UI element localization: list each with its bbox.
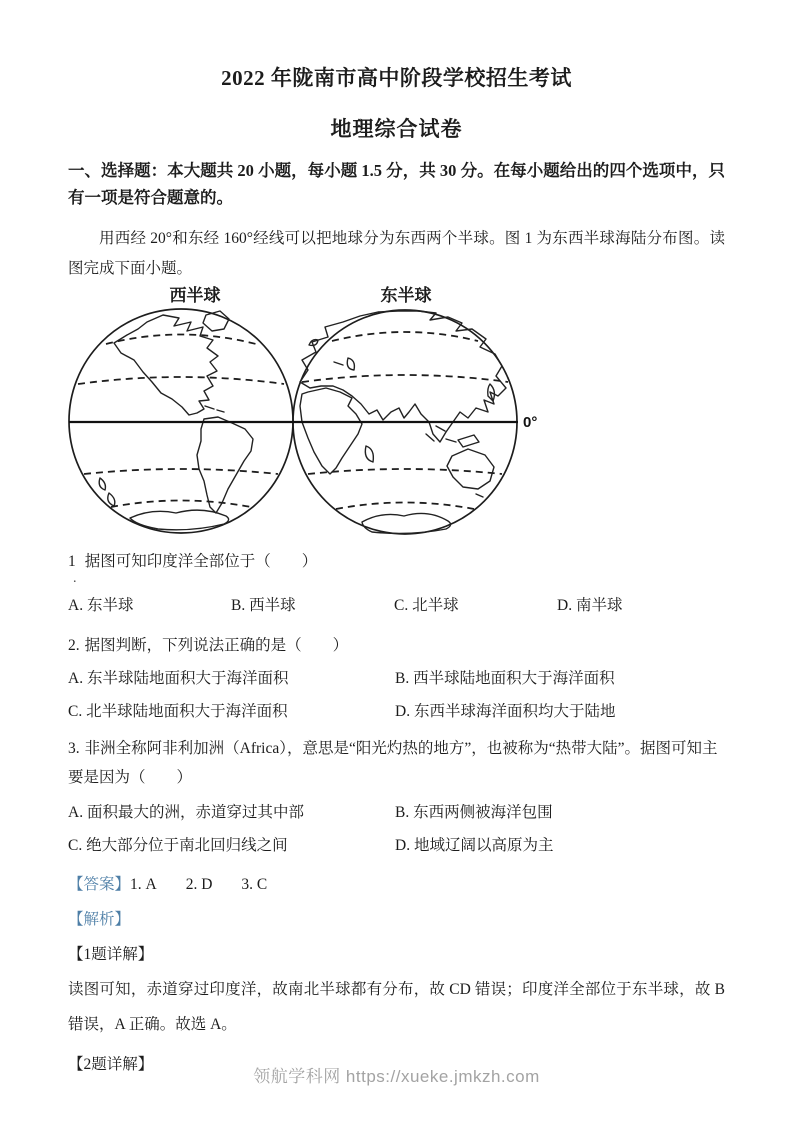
tasmania-mark — [476, 494, 483, 497]
new-guinea-outline — [458, 435, 479, 447]
answer-item-1: 1. A — [130, 876, 157, 893]
question-1-option-a: A. 东半球 — [68, 597, 134, 614]
question-1-option-d: D. 南半球 — [557, 597, 623, 614]
question-3-option-b: B. 东西两侧被海洋包围 — [395, 804, 553, 821]
question-3-option-a: A. 面积最大的洲，赤道穿过其中部 — [68, 804, 304, 821]
page-subtitle: 地理综合试卷 — [330, 117, 463, 141]
madagascar-outline — [365, 446, 373, 462]
question-1-wrapped-period: . — [73, 571, 77, 586]
caspian-sea-outline — [347, 358, 354, 370]
question-2-options-row-1 — [68, 667, 725, 691]
east-antarctic-circle-line — [336, 503, 474, 510]
question-2-option-d: D. 东西半球海洋面积均大于陆地 — [395, 703, 616, 720]
question-1-number: 1 — [68, 553, 76, 570]
west-arctic-circle-line — [106, 335, 256, 345]
question-1 — [68, 550, 725, 574]
detail-1-text: 读图可知，赤道穿过印度洋，故南北半球都有分布，故 CD 错误；印度洋全部位于东半球，故 B 错误，A 正确。故选 A。 — [68, 981, 725, 1033]
hemisphere-map-figure — [66, 298, 566, 548]
page-title: 2022 年陇南市高中阶段学校招生考试 — [221, 66, 572, 90]
answer-line — [68, 873, 725, 897]
north-america-outline — [114, 315, 218, 415]
question-3-stem: 非洲全称阿非利加洲（Africa），意思是“阳光灼热的地方”，也被称为“热带大陆”。据图可知主要是因为（ ） — [68, 740, 718, 786]
question-2-option-c: C. 北半球陆地面积大于海洋面积 — [68, 703, 288, 720]
question-2 — [68, 634, 725, 658]
question-3-option-c: C. 绝大部分位于南北回归线之间 — [68, 837, 288, 854]
question-3 — [68, 734, 725, 792]
section-heading: 一、选择题：本大题共 20 小题，每小题 1.5 分，共 30 分。在每小题给出的四个选项中，只有一项是符合题意的。 — [68, 161, 725, 207]
answer-label: 【答案】 — [68, 876, 131, 893]
question-1-options — [68, 594, 725, 618]
question-2-stem: 据图判断，下列说法正确的是（ ） — [84, 637, 349, 654]
detail-2-heading: 【2题详解】 — [68, 1056, 154, 1073]
south-america-outline — [197, 417, 253, 513]
east-tropic-cancer-line — [302, 375, 508, 382]
africa-outline — [300, 388, 362, 474]
answer-item-2: 2. D — [185, 876, 213, 893]
question-2-option-a: A. 东半球陆地面积大于海洋面积 — [68, 670, 289, 687]
west-tropic-capricorn-line — [84, 469, 278, 474]
east-tropic-capricorn-line — [308, 469, 502, 474]
question-3-options-row-2 — [68, 834, 725, 858]
east-hemisphere-label: 东半球 — [380, 286, 432, 305]
equator-degree-label: 0° — [523, 414, 538, 431]
hemisphere-figure — [68, 286, 725, 548]
west-antarctic-circle-line — [111, 501, 251, 508]
question-3-option-d: D. 地域辽阔以高原为主 — [395, 837, 554, 854]
australia-outline — [447, 449, 494, 489]
caribbean-islands — [205, 406, 224, 412]
watermark-footer: 领航学科网 https://xueke.jmkzh.com — [253, 1067, 540, 1086]
black-sea-mark — [334, 362, 343, 365]
question-2-option-b: B. 西半球陆地面积大于海洋面积 — [395, 670, 615, 687]
west-tropic-cancer-line — [78, 377, 284, 384]
answer-item-3: 3. C — [241, 876, 268, 893]
question-2-options-row-2 — [68, 700, 725, 724]
east-arctic-circle-line — [332, 332, 478, 341]
question-2-number: 2. — [68, 637, 80, 654]
west-hemisphere-label: 西半球 — [169, 286, 221, 305]
question-1-stem: 据图可知印度洋全部位于（ ） — [84, 553, 318, 570]
question-passage: 用西经 20°和东经 160°经线可以把地球分为东西两个半球。图 1 为东西半球海陆分布图。读图完成下面小题。 — [68, 230, 725, 277]
question-3-number: 3. — [68, 740, 80, 757]
analysis-label: 【解析】 — [68, 911, 131, 928]
question-1-option-b: B. 西半球 — [231, 597, 296, 614]
detail-1-heading: 【1题详解】 — [68, 946, 154, 963]
question-3-options-row-1 — [68, 801, 725, 825]
new-zealand-outline — [99, 478, 115, 506]
question-1-option-c: C. 北半球 — [394, 597, 459, 614]
